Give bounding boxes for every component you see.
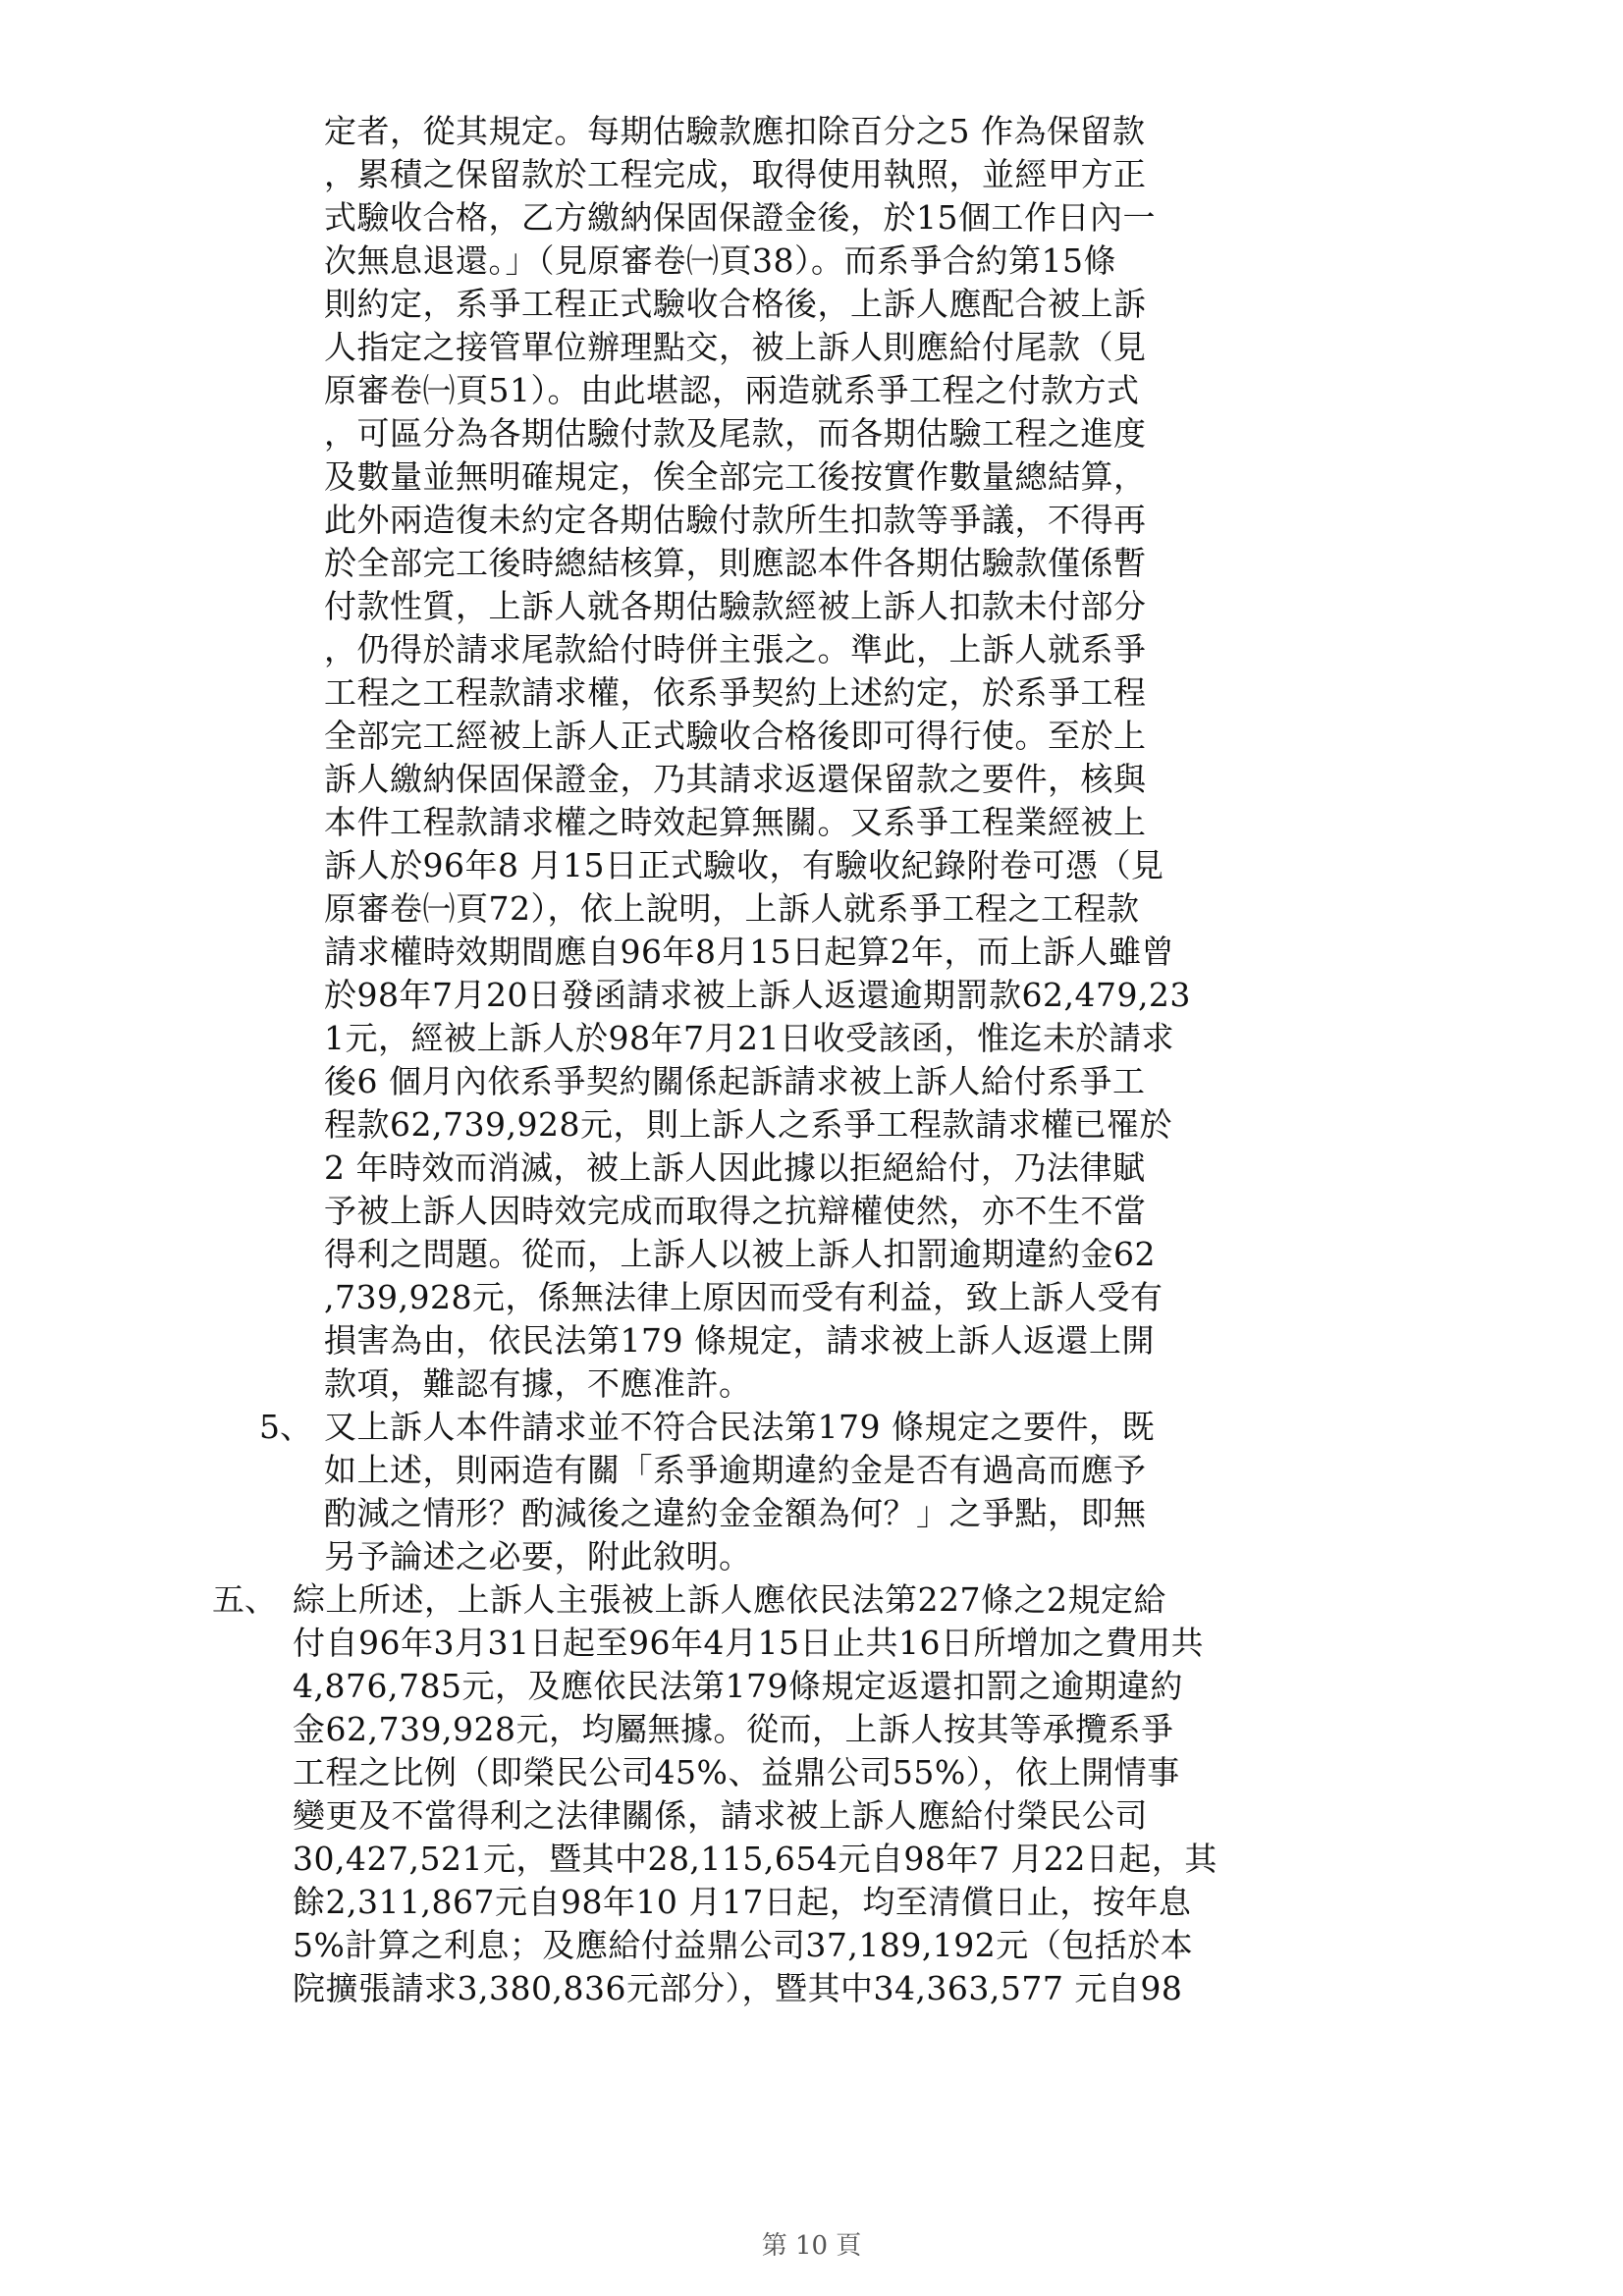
text-line: 後6 個月內依系爭契約關係起訴請求被上訴人給付系爭工 [324,1062,1146,1100]
text-line: 原審卷㈠頁51）。由此堪認，兩造就系爭工程之付款方式 [324,371,1140,409]
text-line: 請求權時效期間應自96年8月15日起算2年，而上訴人雖曾 [324,933,1174,971]
text-line: 原審卷㈠頁72），依上說明，上訴人就系爭工程之工程款 [324,889,1140,928]
section-5-marker: 五、 [212,1580,277,1619]
text-line: ，仍得於請求尾款給付時併主張之。準此，上訴人就系爭 [324,630,1147,668]
text-line: 定者，從其規定。每期估驗款應扣除百分之5 作為保留款 [324,112,1146,150]
text-line: 及數量並無明確規定，俟全部完工後按實作數量總結算， [324,457,1147,496]
text-line: 次無息退還。」（見原審卷㈠頁38）。而系爭合約第15條 [324,241,1116,280]
page-number: 第 10 頁 [761,2231,862,2261]
text-line: 得利之問題。從而，上訴人以被上訴人扣罰逾期違約金62 [324,1235,1156,1273]
text-line: 訴人於96年8 月15日正式驗收，有驗收紀錄附卷可憑（見 [324,846,1164,884]
text-line: 30,427,521元，暨其中28,115,654元自98年7 月22日起，其 [293,1840,1217,1878]
text-line: 訴人繳納保固保證金，乃其請求返還保留款之要件，核與 [324,760,1147,798]
text-line: 本件工程款請求權之時效起算無關。又系爭工程業經被上 [324,803,1147,841]
text-line: 綜上所述，上訴人主張被上訴人應依民法第227條之2規定給 [293,1580,1166,1619]
text-line: 變更及不當得利之法律關係，請求被上訴人應給付榮民公司 [293,1796,1148,1835]
text-line: 於全部完工後時總結核算，則應認本件各期估驗款僅係暫 [324,544,1147,582]
text-line: 式驗收合格，乙方繳納保固保證金後，於15個工作日內一 [324,198,1156,237]
text-line: 金62,739,928元，均屬無據。從而，上訴人按其等承攬系爭 [293,1710,1174,1748]
item-5-marker: 5、 [259,1408,312,1446]
text-line: 此外兩造復未約定各期估驗付款所生扣款等爭議，不得再 [324,501,1147,539]
text-line: 予被上訴人因時效完成而取得之抗辯權使然，亦不生不當 [324,1192,1147,1230]
text-line: 又上訴人本件請求並不符合民法第179 條規定之要件，既 [324,1408,1155,1446]
text-line: 2 年時效而消滅，被上訴人因此據以拒絕給付，乃法律賦 [324,1148,1146,1187]
text-line: 5%計算之利息；及應給付益鼎公司37,189,192元（包括於本 [293,1926,1194,1964]
text-line: 損害為由，依民法第179 條規定，請求被上訴人返還上開 [324,1321,1155,1360]
text-line: ，可區分為各期估驗付款及尾款，而各期估驗工程之進度 [324,414,1147,453]
text-line: 餘2,311,867元自98年10 月17日起，均至清償日止，按年息 [293,1883,1192,1921]
text-line: 則約定，系爭工程正式驗收合格後，上訴人應配合被上訴 [324,285,1147,323]
text-line: ，累積之保留款於工程完成，取得使用執照，並經甲方正 [324,155,1147,193]
text-line: 工程之工程款請求權，依系爭契約上述約定，於系爭工程 [324,673,1147,712]
text-line: 程款62,739,928元，則上訴人之系爭工程款請求權已罹於 [324,1105,1172,1144]
text-line: 1元，經被上訴人於98年7月21日收受該函，惟迄未於請求 [324,1019,1174,1057]
text-line: 4,876,785元，及應依民法第179條規定返還扣罰之逾期違約 [293,1667,1183,1705]
text-line: 於98年7月20日發函請求被上訴人返還逾期罰款62,479,23 [324,976,1191,1014]
text-line: 院擴張請求3,380,836元部分），暨其中34,363,577 元自98 [293,1969,1183,2007]
text-line: 款項，難認有據，不應准許。 [324,1364,752,1403]
text-line: 另予論述之必要，附此敘明。 [324,1537,752,1575]
text-line: ,739,928元，係無法律上原因而受有利益，致上訴人受有 [324,1278,1163,1316]
text-line: 酌減之情形？酌減後之違約金金額為何？」之爭點，即無 [324,1494,1147,1532]
text-line: 如上述，則兩造有關「系爭逾期違約金是否有過高而應予 [324,1451,1147,1489]
text-line: 人指定之接管單位辦理點交，被上訴人則應給付尾款（見 [324,328,1147,366]
text-line: 工程之比例（即榮民公司45%、益鼎公司55%），依上開情事 [293,1753,1180,1791]
text-line: 付自96年3月31日起至96年4月15日止共16日所增加之費用共 [293,1624,1204,1662]
text-line: 付款性質，上訴人就各期估驗款經被上訴人扣款未付部分 [324,587,1147,625]
text-line: 全部完工經被上訴人正式驗收合格後即可得行使。至於上 [324,717,1147,755]
